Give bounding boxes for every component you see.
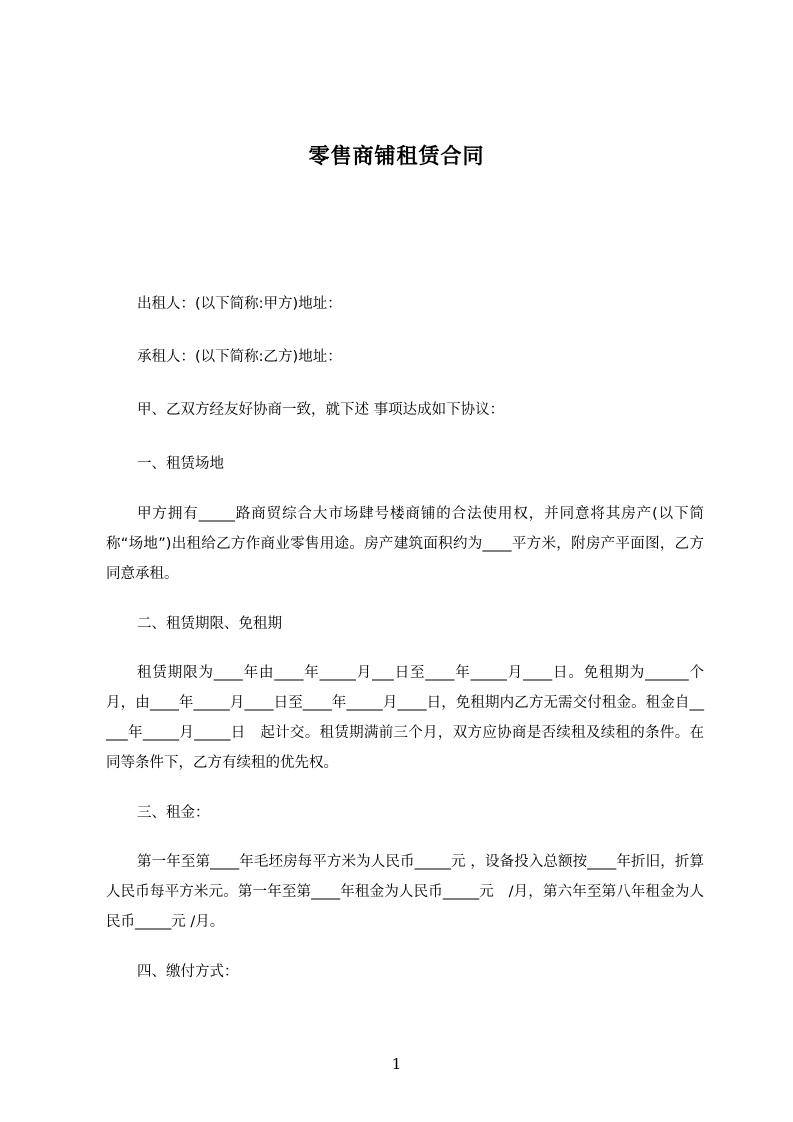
section-heading-lease-premises: 一、租赁场地 [137,456,224,472]
section-body-lease-term: 租赁期限为____年由____年_____月___日至____年_____月____日。免租期为______个月，由____年_____月____日至____年_____月____日，免租期内乙方无需交付租金。租金自_____年_____月_____日 起计交。租赁期满前三个月，双方应协商是否续租及续租的条件。在同等条件下，乙方有续租的优先权。 [106,665,704,771]
intro-line: 甲、乙双方经友好协商一致，就下述 事项达成如下协议： [137,402,505,418]
section-body-rent: 第一年至第____年毛坯房每平方米为人民币_____元 ，设备投入总额按____年折旧，折算人民币每平方米元。第一年至第____年租金为人民币_____元 /月，第六年至第八年租金为人民币_____元 /月。 [106,854,704,930]
section-body-lease-premises: 甲方拥有_____路商贸综合大市场肆号楼商铺的合法使用权，并同意将其房产(以下简称“场地”)出租给乙方作商业零售用途。房产建筑面积约为____平方米，附房产平面图，乙方同意承租。 [106,506,704,582]
page-number: 1 [391,1055,402,1073]
section-heading-rent: 三、租金： [137,805,210,821]
lessor-line: 出租人：(以下简称:甲方)地址： [137,296,342,312]
lessee-line: 承租人：(以下简称:乙方)地址： [137,349,342,365]
section-heading-lease-term: 二、租赁期限、免租期 [137,616,282,632]
section-heading-payment: 四、缴付方式： [137,964,239,980]
document-title: 零售商铺租赁合同 [308,144,485,168]
